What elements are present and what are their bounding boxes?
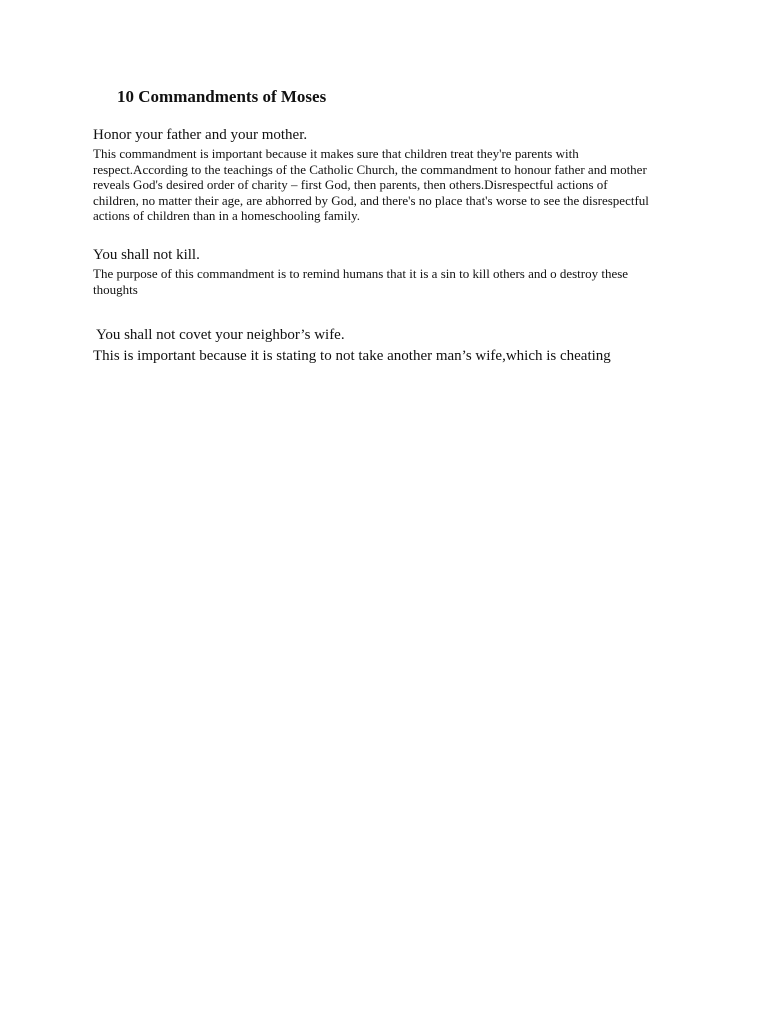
commandment-section-honor bbox=[93, 126, 653, 224]
commandment-heading: You shall not covet your neighbor’s wife. bbox=[96, 327, 345, 343]
document-title: 10 Commandments of Moses bbox=[117, 87, 327, 106]
commandment-section-kill bbox=[93, 246, 653, 297]
commandment-section-covet bbox=[93, 326, 653, 365]
commandment-explanation: The purpose of this commandment is to remind humans that it is a sin to kill others and o destroy these thoughts bbox=[93, 266, 629, 297]
commandment-heading: Honor your father and your mother. bbox=[93, 127, 308, 143]
commandment-heading: You shall not kill. bbox=[93, 247, 200, 263]
commandment-explanation: This is important because it is stating to not take another man’s wife,which is cheating bbox=[93, 348, 611, 364]
commandment-explanation: This commandment is important because it makes sure that children treat they're parents with respect.According to the teachings of the Catholic Church, the commandment to honour father and mother reveals God's desired order of charity – first God, then parents, then others.Disrespectful actions of children, no matter their age, are abhorred by God, and there's no place that's worse to see the disrespectful actions of children than in a homeschooling family. bbox=[93, 146, 649, 223]
